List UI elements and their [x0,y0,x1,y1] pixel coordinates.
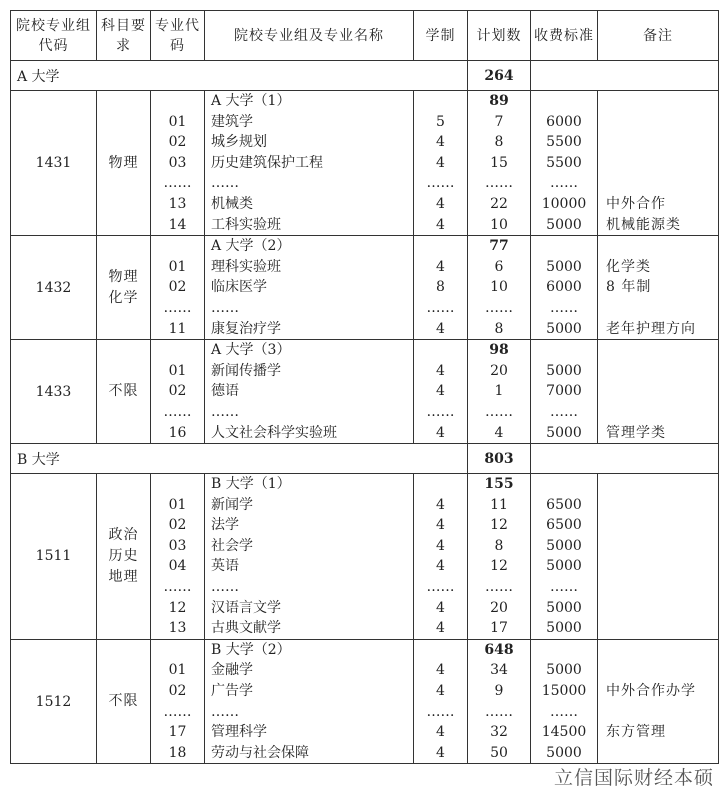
university-row [11,444,719,474]
spacer [531,236,597,257]
remark [598,361,718,382]
major-code: …… [163,403,192,420]
group-title: B 大学（2） [211,641,291,658]
watermark: 立信国际财经本硕 [553,767,714,790]
remark [598,298,718,319]
remark: 8 年制 [606,279,652,296]
plan-count: 9 [494,683,504,700]
major-name: …… [211,175,239,192]
years-column [414,236,468,340]
remark: 管理学类 [606,424,666,441]
group-title: A 大学（2） [211,238,291,255]
fee: …… [550,403,578,420]
major-code: 03 [168,154,187,171]
remark [598,536,718,557]
major-code: 02 [168,383,187,400]
group-row [11,236,719,340]
remark [598,702,718,723]
major-name-column [205,474,414,640]
years: 4 [436,683,445,700]
empty-cell [531,61,719,91]
major-name: …… [211,703,239,720]
remark [598,577,718,598]
group-row [11,91,719,236]
fee: 6500 [546,517,582,534]
plan-count: 10 [490,216,508,233]
plan-count: 4 [494,424,504,441]
table-body [11,61,719,764]
remark [598,381,718,402]
remark [598,153,718,174]
fee: 5000 [546,537,582,554]
major-code: …… [163,703,192,720]
plan-count: 11 [490,496,508,513]
plan-count: 7 [494,113,504,130]
major-name: 人文社会科学实验班 [211,424,337,441]
plan-count: 8 [494,134,504,151]
university-total: 264 [468,61,531,91]
group-code: 1432 [11,236,97,340]
years: 4 [436,134,445,151]
column-header: 院校专业组及专业名称 [205,11,414,61]
spacer [151,340,204,361]
subject-requirement: 不限 [97,340,151,444]
remark [598,618,718,639]
years: 4 [436,724,445,741]
remark: 中外合作办学 [606,683,696,700]
fee: 5000 [546,424,582,441]
major-code: 02 [168,134,187,151]
major-code: …… [163,579,192,596]
fee: 6000 [546,113,582,130]
remark-column [598,474,719,640]
remark-column [598,340,719,444]
fee: 5500 [546,134,582,151]
fee: 5000 [546,258,582,275]
spacer [531,640,597,661]
remark [598,598,718,619]
fee: 5000 [546,558,582,575]
plan-count: 8 [494,320,504,337]
fee: 5000 [546,620,582,637]
major-code: …… [163,299,192,316]
years: …… [426,299,455,316]
major-name-column [205,340,414,444]
group-code: 1511 [11,474,97,640]
plan-count: …… [485,579,513,596]
plan-count: …… [485,403,513,420]
major-name: 机械类 [211,195,253,212]
fee-column [531,639,598,764]
plan-count: 12 [490,558,508,575]
major-name: 德语 [211,383,239,400]
group-code: 1512 [11,639,97,764]
group-row [11,340,719,444]
major-code-column [151,474,205,640]
plan-count: 6 [494,258,504,275]
spacer [531,91,597,112]
plan-count: 10 [490,279,508,296]
major-name-column [205,236,414,340]
major-code-column [151,340,205,444]
years: 4 [436,362,445,379]
plan-count: 32 [490,724,508,741]
plan-count: …… [485,299,513,316]
column-header: 备注 [598,11,719,61]
fee: 5000 [546,362,582,379]
plan-count: 22 [490,195,508,212]
spacer [414,640,467,661]
fee: 5000 [546,744,582,761]
fee: 6500 [546,496,582,513]
years: …… [426,175,455,192]
years-column [414,340,468,444]
plan-count: …… [485,175,513,192]
major-code: 13 [168,620,187,637]
column-header: 院校专业组代码 [11,11,97,61]
major-code: 16 [168,424,187,441]
plan-count-column [468,340,531,444]
years-column [414,91,468,236]
plan-count: 17 [490,620,508,637]
years: 4 [436,496,445,513]
spacer [151,640,204,661]
fee: 5000 [546,599,582,616]
major-name: 康复治疗学 [211,320,281,337]
years: 4 [436,383,445,400]
major-name: 临床医学 [211,279,267,296]
major-code: 03 [168,537,187,554]
column-header: 学制 [414,11,468,61]
remark [598,515,718,536]
major-code: 01 [168,113,187,130]
group-title: B 大学（1） [211,476,291,493]
group-title: A 大学（1） [211,93,291,109]
spacer [151,236,204,257]
years: 8 [436,279,445,296]
remark [598,132,718,153]
major-name: 法学 [211,517,239,534]
plan-count: 8 [494,537,504,554]
fee-column [531,236,598,340]
major-code: 11 [168,320,187,337]
major-code: 04 [168,558,187,575]
years: 4 [436,599,445,616]
years: 4 [436,258,445,275]
plan-count: 15 [490,154,508,171]
spacer [531,474,597,495]
major-code: 14 [168,216,187,233]
empty-cell [531,444,719,474]
major-code-column [151,236,205,340]
plan-count-column [468,91,531,236]
remark: 老年护理方向 [606,320,696,337]
university-row [11,61,719,91]
years: 4 [436,320,445,337]
major-name: 英语 [211,558,239,575]
years: …… [426,403,455,420]
group-row [11,639,719,764]
subject-requirement: 物理 [97,91,151,236]
fee: 10000 [541,195,587,212]
plan-count-column [468,474,531,640]
remark [598,743,718,764]
spacer [598,640,718,661]
plan-count: 50 [490,744,508,761]
enrollment-plan-table [10,10,719,764]
fee: 15000 [541,683,587,700]
major-name: …… [211,579,239,596]
spacer [414,236,467,257]
major-code-column [151,91,205,236]
fee: …… [550,175,578,192]
years-column [414,474,468,640]
plan-count: 1 [494,383,504,400]
major-name: 古典文献学 [211,620,281,637]
column-header: 收费标准 [531,11,598,61]
plan-count: 20 [490,362,508,379]
university-name: A 大学 [11,61,468,91]
years: 4 [436,620,445,637]
remark: 中外合作 [606,195,666,212]
years: 4 [436,424,445,441]
years: 4 [436,154,445,171]
remark [598,495,718,516]
plan-count: 34 [490,662,508,679]
fee: 5000 [546,662,582,679]
major-code: 01 [168,662,187,679]
subject-requirement: 物理 化学 [97,236,151,340]
column-header: 专业代码 [151,11,205,61]
major-code: 18 [168,744,187,761]
subject-requirement: 不限 [97,639,151,764]
university-total: 803 [468,444,531,474]
remark [598,112,718,133]
years: …… [426,703,455,720]
major-code: 02 [168,517,187,534]
fee: …… [550,299,578,316]
major-name: 新闻学 [211,496,253,513]
years: 4 [436,517,445,534]
major-name: 管理科学 [211,724,267,741]
spacer [598,340,718,361]
major-code: …… [163,175,192,192]
years: 4 [436,195,445,212]
major-name-column [205,639,414,764]
plan-count: 12 [490,517,508,534]
major-code: 02 [168,683,187,700]
remark [598,556,718,577]
major-code: 01 [168,362,187,379]
fee-column [531,340,598,444]
column-header: 计划数 [468,11,531,61]
group-row [11,474,719,640]
major-name: 建筑学 [211,113,253,130]
spacer [151,474,204,495]
fee: 5500 [546,154,582,171]
major-name: 历史建筑保护工程 [211,154,323,171]
fee: 14500 [541,724,587,741]
major-name: 工科实验班 [211,216,281,233]
university-name: B 大学 [11,444,468,474]
fee: 5000 [546,320,582,337]
header-row [11,11,719,61]
major-name: 社会学 [211,537,253,554]
remark-column [598,91,719,236]
spacer [598,236,718,257]
plan-count-column [468,639,531,764]
major-name: 理科实验班 [211,258,281,275]
major-name-column [205,91,414,236]
years: 4 [436,744,445,761]
years: 4 [436,558,445,575]
major-name: 金融学 [211,662,253,679]
group-plan: 98 [489,342,509,359]
major-name: 新闻传播学 [211,362,281,379]
years: …… [426,579,455,596]
spacer [414,474,467,495]
remark [598,660,718,681]
major-code: 02 [168,279,187,296]
years-column [414,639,468,764]
major-code: 12 [168,599,187,616]
spacer [598,91,718,112]
remark [598,173,718,194]
years: 4 [436,537,445,554]
group-title: A 大学（3） [211,342,291,359]
spacer [531,340,597,361]
remark: 机械能源类 [606,216,681,233]
major-name: 城乡规划 [211,134,267,151]
major-code: 17 [168,724,187,741]
group-plan: 648 [484,641,514,658]
fee: …… [550,579,578,596]
fee-column [531,91,598,236]
major-name: …… [211,299,239,316]
spacer [598,474,718,495]
major-code-column [151,639,205,764]
plan-count-column [468,236,531,340]
column-header: 科目要求 [97,11,151,61]
group-plan: 77 [489,238,509,255]
plan-count: 20 [490,599,508,616]
spacer [151,91,204,112]
spacer [414,91,467,112]
fee: 6000 [546,279,582,296]
fee: 7000 [546,383,582,400]
subject-requirement: 政治 历史 地理 [97,474,151,640]
major-name: 劳动与社会保障 [211,744,309,761]
remark-column [598,236,719,340]
plan-count: …… [485,703,513,720]
major-name: …… [211,403,239,420]
remark: 东方管理 [606,724,666,741]
remark: 化学类 [606,258,651,275]
remark [598,402,718,423]
major-name: 汉语言文学 [211,599,281,616]
years: 4 [436,216,445,233]
major-code: 01 [168,258,187,275]
years: 5 [436,113,445,130]
major-code: 13 [168,195,187,212]
major-name: 广告学 [211,683,253,700]
group-plan: 155 [484,476,514,493]
fee-column [531,474,598,640]
major-code: 01 [168,496,187,513]
group-code: 1433 [11,340,97,444]
group-code: 1431 [11,91,97,236]
spacer [414,340,467,361]
group-plan: 89 [489,93,509,109]
fee: …… [550,703,578,720]
fee: 5000 [546,216,582,233]
remark-column [598,639,719,764]
years: 4 [436,662,445,679]
